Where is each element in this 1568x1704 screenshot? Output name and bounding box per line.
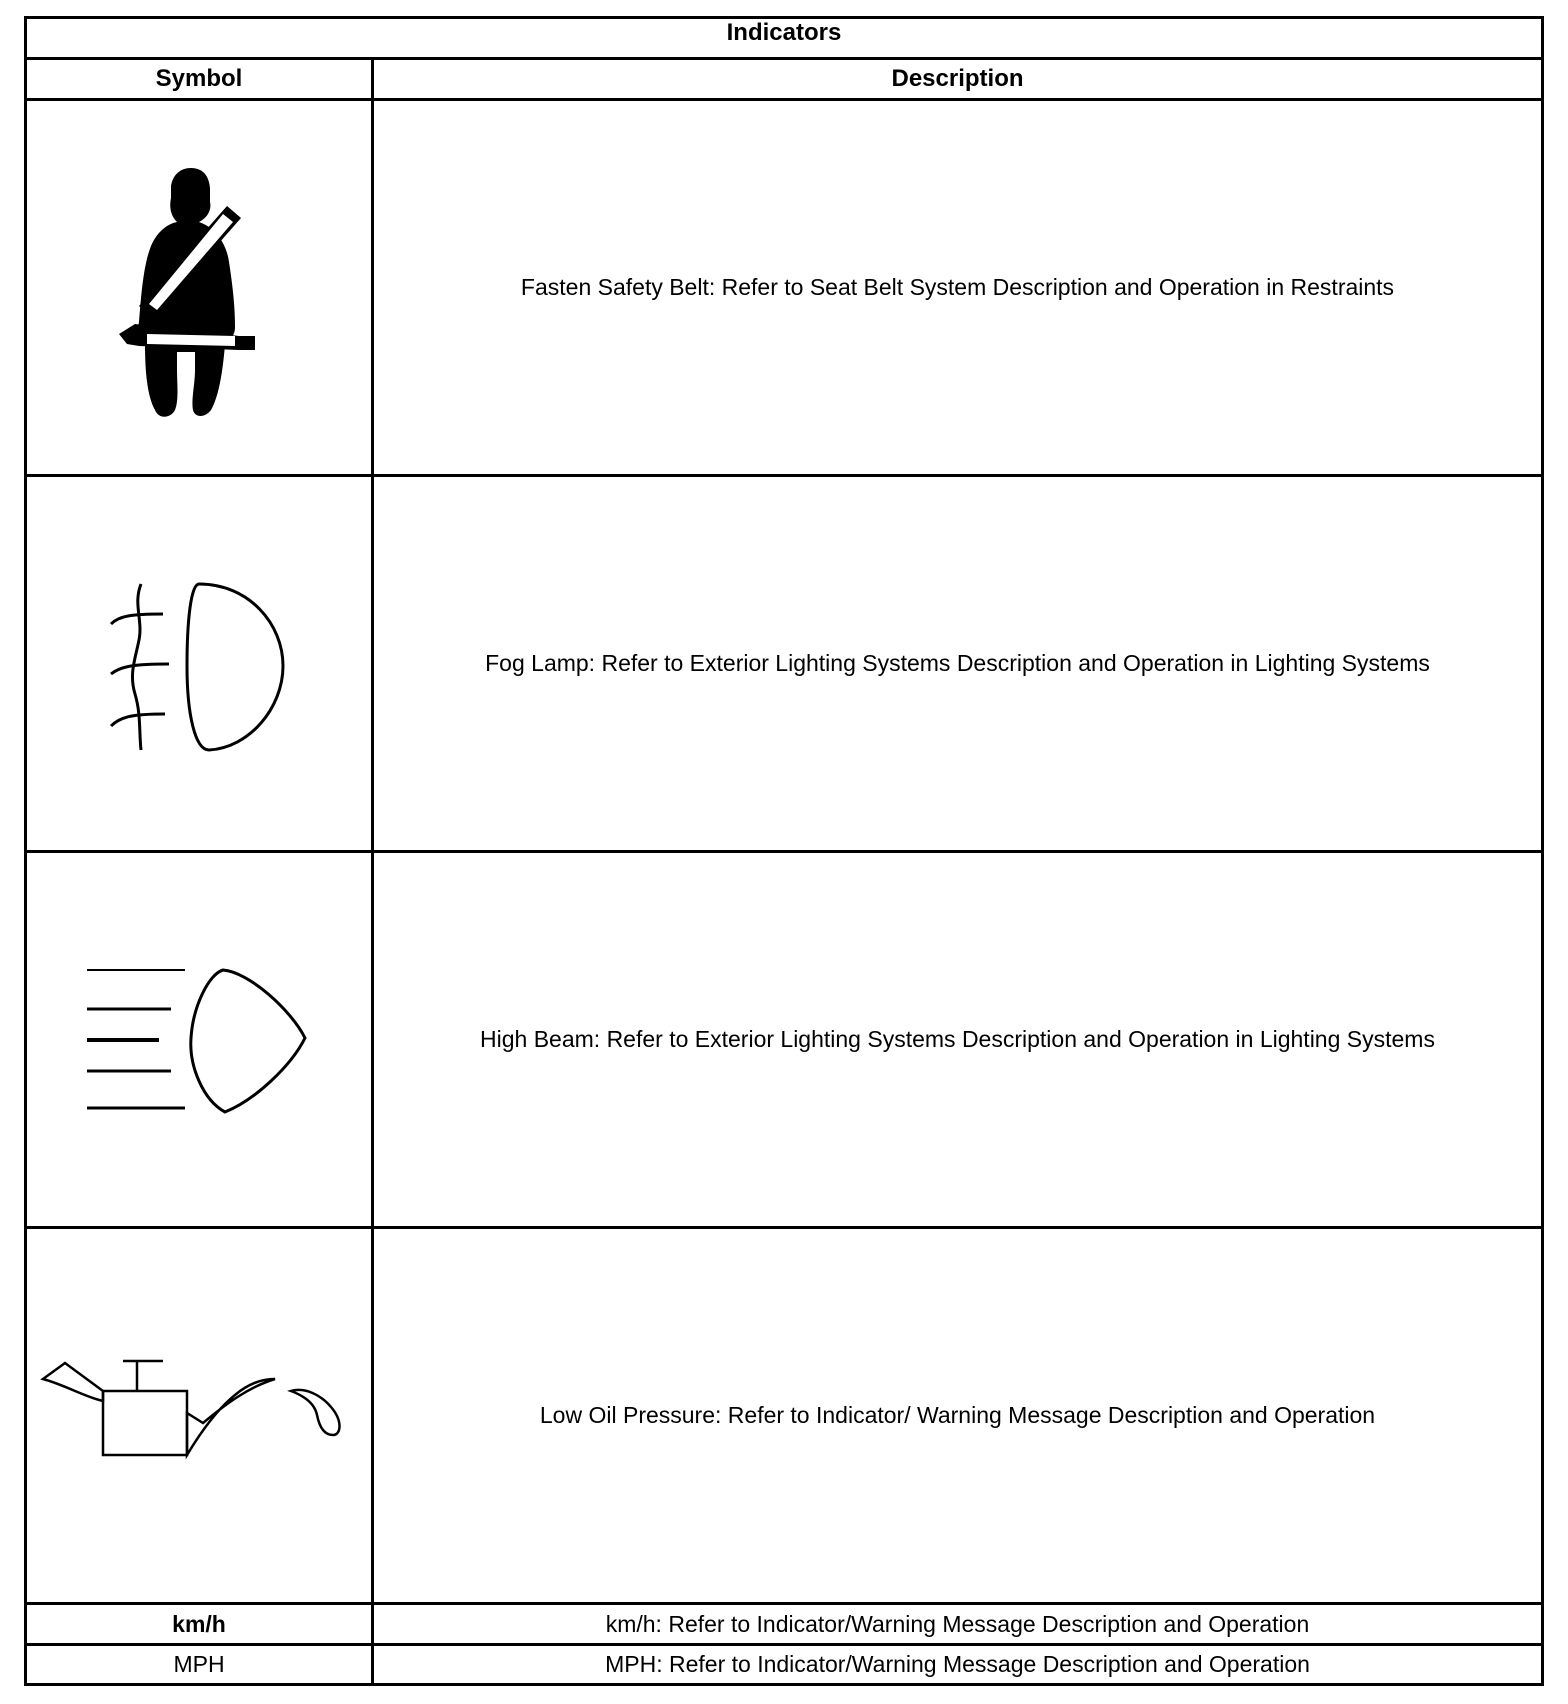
table-row [27,1646,1541,1683]
table-row [27,101,1541,477]
symbol-cell [27,477,374,850]
indicators-table [24,16,1544,1686]
table-title: Indicators [726,19,842,46]
symbol-cell [27,101,374,474]
table-title-row [27,19,1541,60]
description-cell: km/h: Refer to Indicator/Warning Message Description and Operation [605,1610,1310,1637]
description-cell: MPH: Refer to Indicator/Warning Message Description and Operation [605,1651,1310,1677]
table-header-row [27,60,1541,101]
symbol-cell [27,853,374,1226]
description-cell: Low Oil Pressure: Refer to Indicator/ Warning Message Description and Operation [539,1402,1376,1428]
symbol-cell: MPH [27,1646,374,1683]
table-row [27,1229,1541,1605]
table-row [27,477,1541,853]
symbol-cell [27,1229,374,1602]
symbol-cell: km/h [27,1605,374,1643]
description-cell: Fasten Safety Belt: Refer to Seat Belt System Description and Operation in Restraints [520,274,1395,300]
table-row [27,1605,1541,1646]
fog-lamp-icon [99,564,299,764]
seat-belt-icon [99,138,299,438]
oil-can-icon [39,1351,359,1481]
description-cell: Fog Lamp: Refer to Exterior Lighting Systems Description and Operation in Lighting Systems [485,650,1430,676]
high-beam-icon [79,950,319,1130]
description-cell: High Beam: Refer to Exterior Lighting Systems Description and Operation in Lighting Systems [480,1026,1435,1052]
symbol-column-header: Symbol [27,60,374,98]
description-column-header: Description [891,65,1024,92]
table-row [27,853,1541,1229]
